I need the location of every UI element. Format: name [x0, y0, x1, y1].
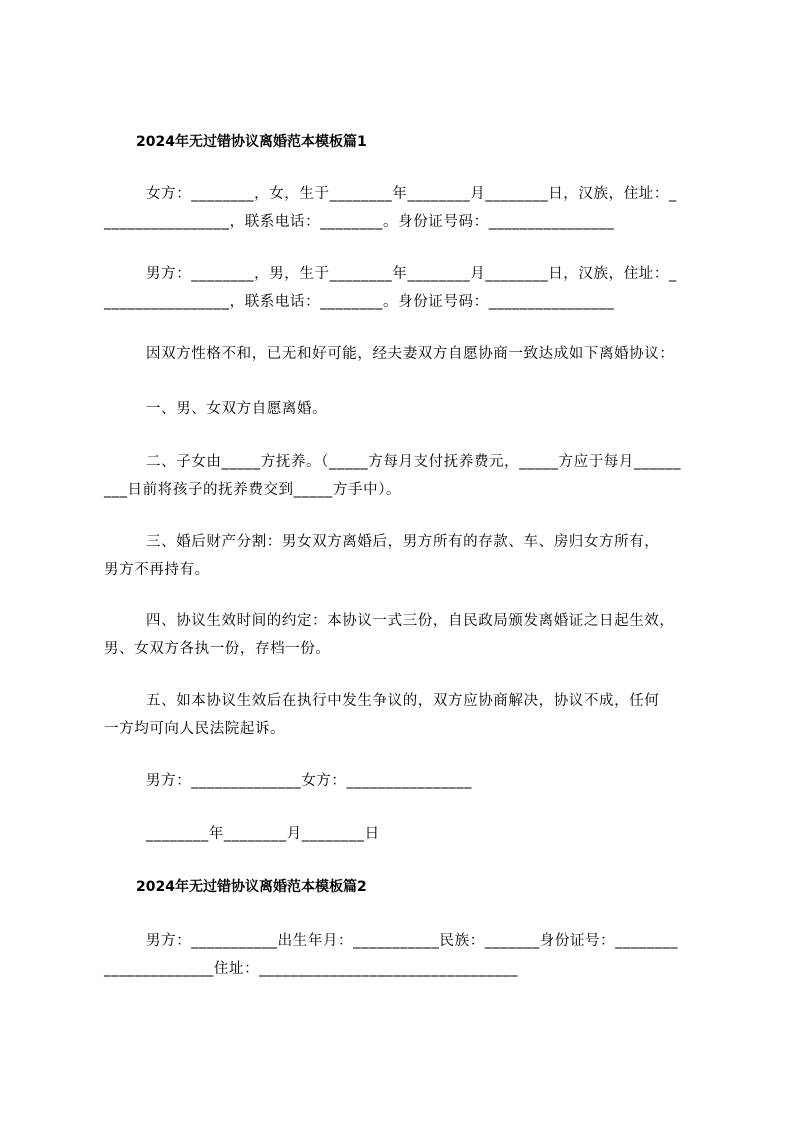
- clause-3-line1: 三、婚后财产分割：男女双方离婚后，男方所有的存款、车、房归女方所有，: [146, 534, 660, 550]
- clause-2-line1: 二、子女由_____方抚养。（_____方每月支付抚养费元，_____方应于每月______: [146, 454, 682, 470]
- male-info-line2: ________________，联系电话：________。身份证号码：________________: [104, 294, 615, 310]
- clause-3-line2: 男方不再持有。: [104, 562, 210, 578]
- clause-4-line2: 男、女双方各执一份，存档一份。: [104, 641, 331, 657]
- date-line: ________年________月________日: [146, 826, 380, 842]
- section2-male-line1: 男方：___________出生年月：___________民族：_______身份证号：________: [146, 933, 679, 949]
- male-info-line1: 男方：________，男，生于________年________月________日，汉族，住址：_: [146, 266, 677, 282]
- section2-title: 2024年无过错协议离婚范本模板篇2: [136, 879, 367, 895]
- clause-5-line1: 五、如本协议生效后在执行中发生争议的，双方应协商解决，协议不成，任何: [146, 693, 660, 709]
- clause-1: 一、男、女双方自愿离婚。: [146, 401, 328, 417]
- section2-male-line2: ______________住址：_________________________________: [104, 961, 519, 977]
- intro-paragraph: 因双方性格不和，已无和好可能，经夫妻双方自愿协商一致达成如下离婚协议：: [146, 346, 675, 362]
- clause-2-line2: ___日前将孩子的抚养费交到_____方手中）。: [104, 482, 402, 498]
- signature-line: 男方：______________女方：________________: [146, 773, 473, 789]
- clause-4-line1: 四、协议生效时间的约定：本协议一式三份，自民政局颁发离婚证之日起生效，: [146, 613, 675, 629]
- section1-title: 2024年无过错协议离婚范本模板篇1: [136, 134, 367, 150]
- female-info-line1: 女方：________，女，生于________年________月________日，汉族，住址：_: [146, 186, 677, 202]
- female-info-line2: ________________，联系电话：________。身份证号码：________________: [104, 214, 615, 230]
- clause-5-line2: 一方均可向人民法院起诉。: [104, 721, 286, 737]
